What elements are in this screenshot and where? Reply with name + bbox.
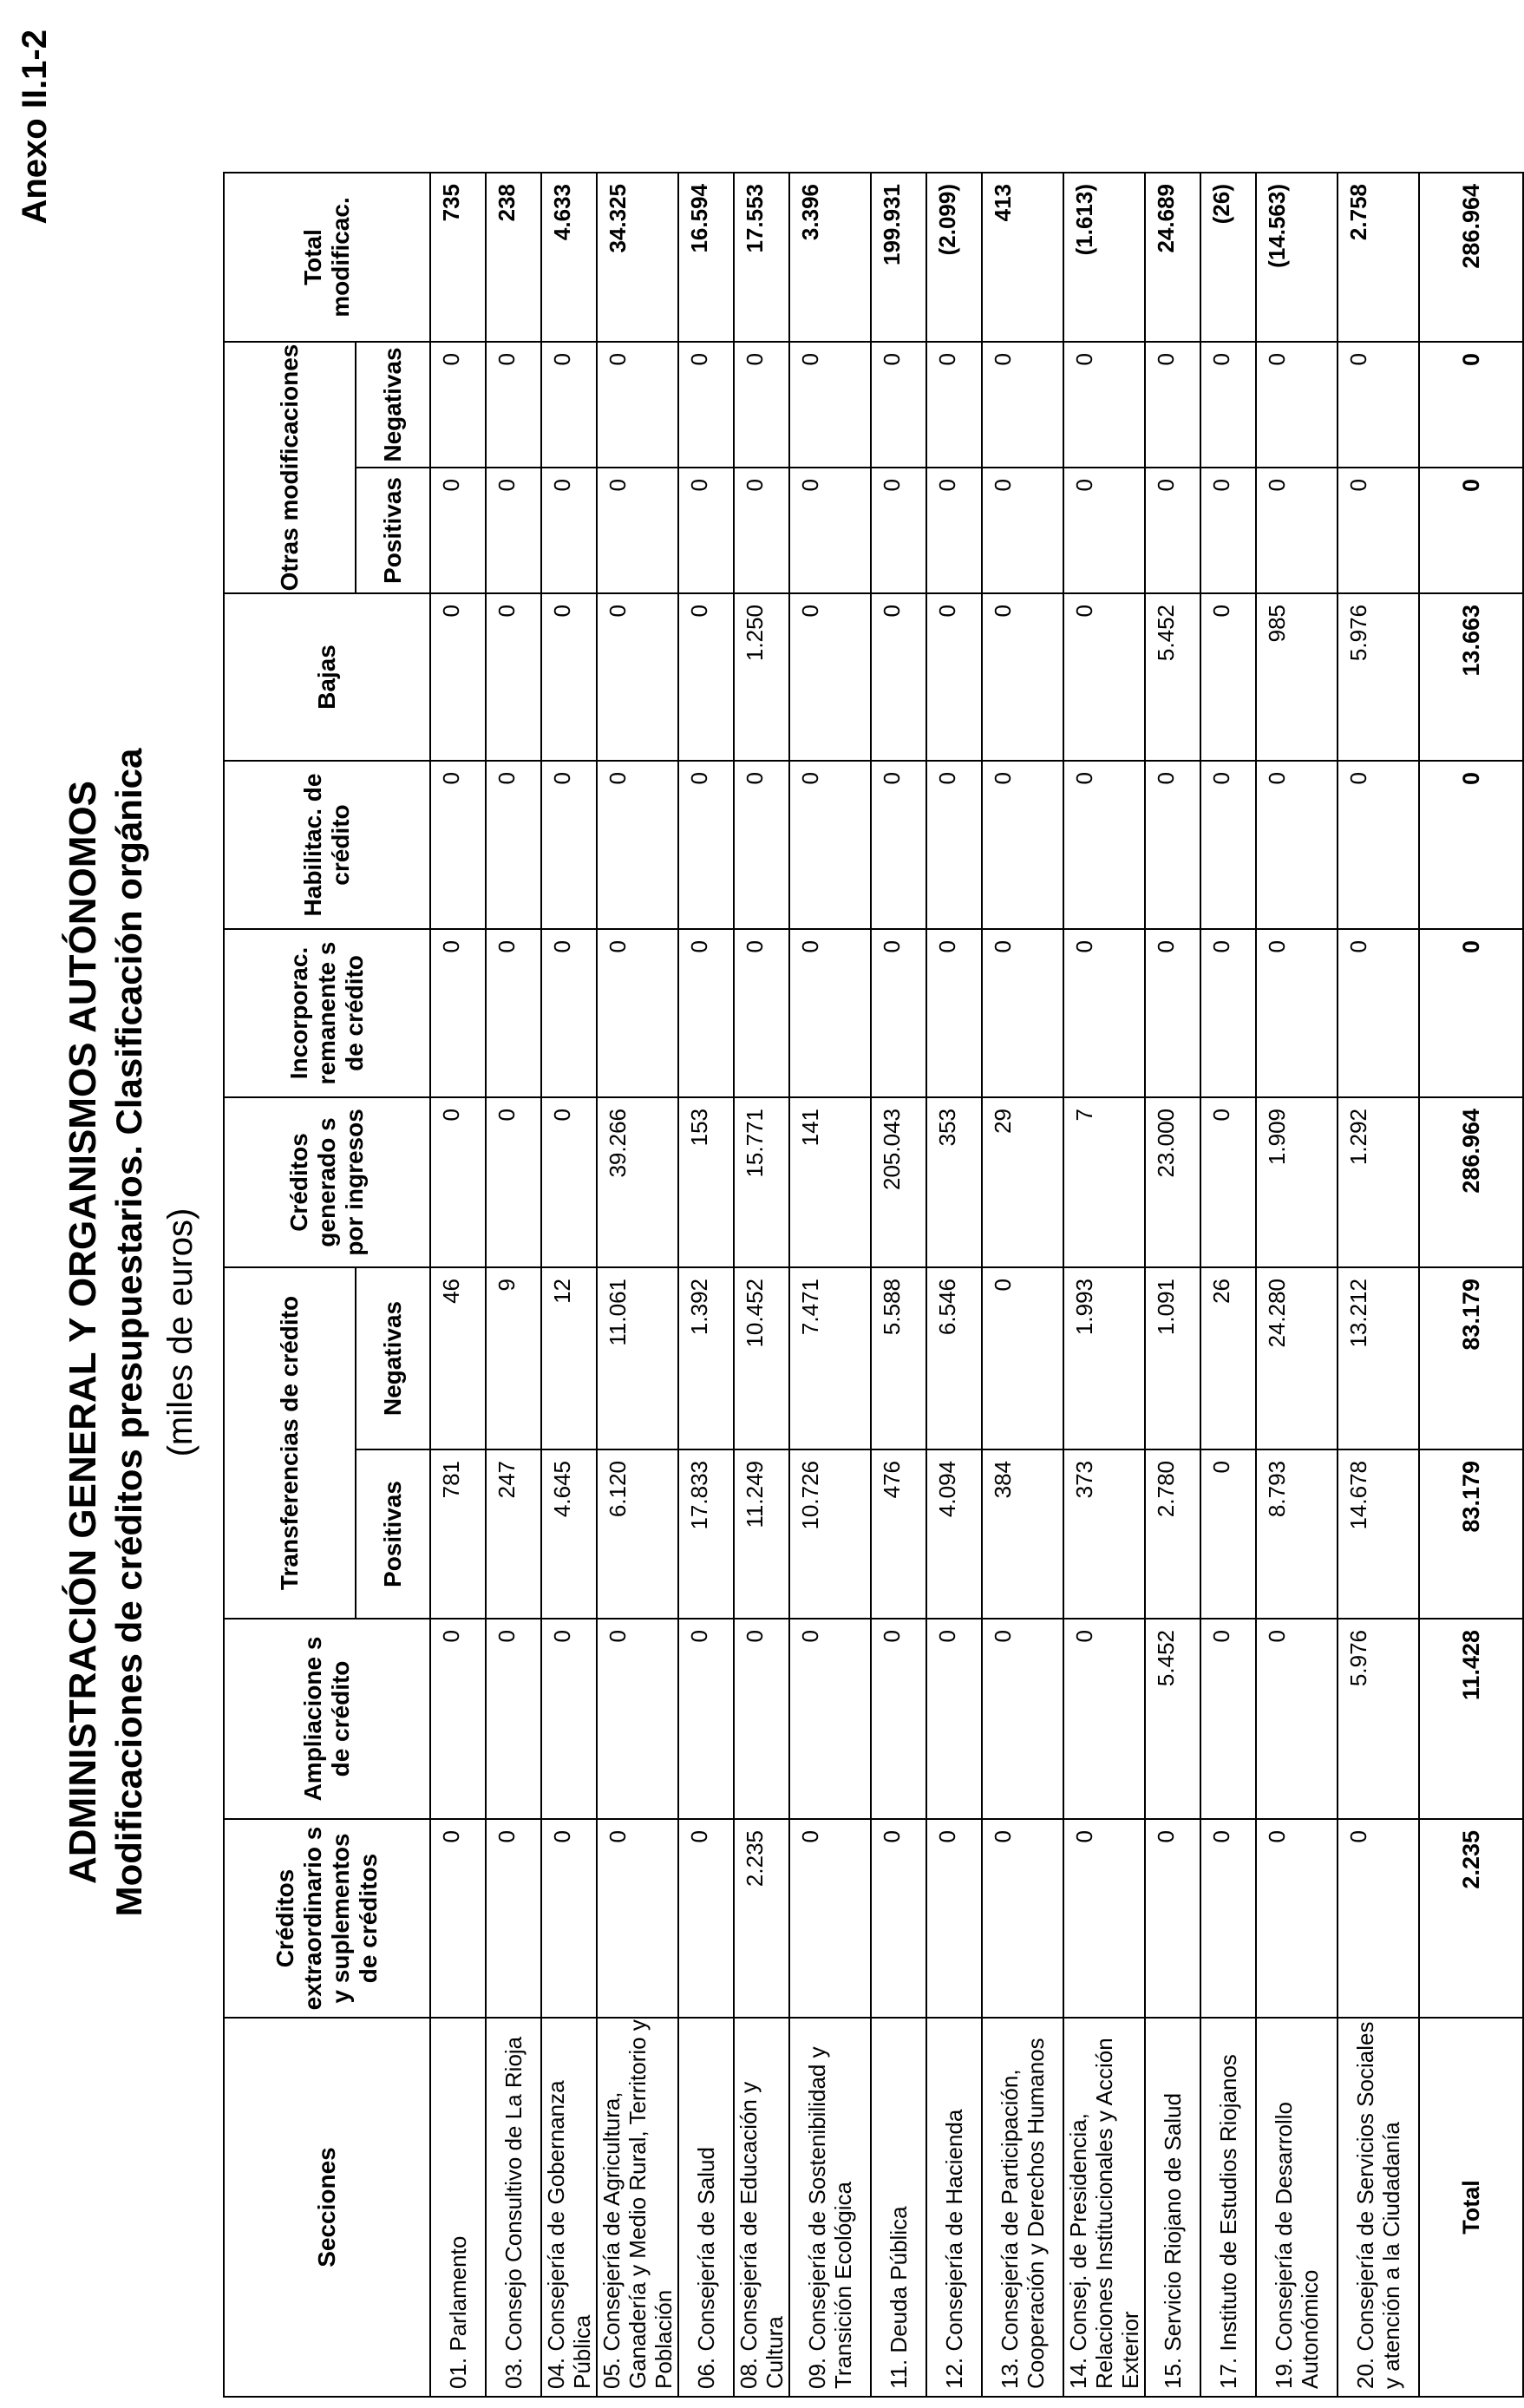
cell-incorporaciones: 0 [1256,929,1338,1097]
header-generados: Créditos generado s por ingresos [224,1097,430,1267]
cell-ampliaciones: 0 [982,1619,1063,1819]
header-total: Total modificac. [224,173,430,342]
cell-otras-pos: 0 [597,468,678,593]
cell-incorporaciones: 0 [1200,929,1256,1097]
cell-otras-pos: 0 [871,468,926,593]
row-seccion: 19. Consejería de Desarrollo Autonómico [1256,2018,1338,2397]
cell-cred-ext: 0 [430,1819,486,2018]
table-row [734,173,789,2397]
cell-bajas: 0 [486,593,541,761]
cell-otras-pos: 0 [734,468,789,593]
total-cell-transf-neg: 83.179 [1419,1267,1523,1449]
cell-bajas: 5.452 [1145,593,1200,761]
total-cell-cred-ext: 2.235 [1419,1819,1523,2018]
cell-transf-pos: 4.645 [541,1449,597,1619]
cell-transf-pos: 384 [982,1449,1063,1619]
cell-transf-neg: 24.280 [1256,1267,1338,1449]
table-row [541,173,597,2397]
cell-cred-ext: 0 [597,1819,678,2018]
header-otras-negativas: Negativas [356,342,430,468]
cell-transf-neg: 26 [1200,1267,1256,1449]
cell-cred-ext: 0 [1200,1819,1256,2018]
cell-generados: 205.043 [871,1097,926,1267]
total-cell-habilitaciones: 0 [1419,761,1523,929]
header-transf-negativas: Negativas [356,1267,430,1449]
total-cell-transf-pos: 83.179 [1419,1449,1523,1619]
cell-generados: 153 [678,1097,734,1267]
cell-transf-neg: 5.588 [871,1267,926,1449]
row-seccion: 09. Consejería de Sostenibilidad y Transición Ecológica [789,2018,871,2397]
modifications-table [223,172,1524,2398]
cell-ampliaciones: 0 [597,1619,678,1819]
cell-generados: 1.292 [1338,1097,1419,1267]
cell-transf-neg: 7.471 [789,1267,871,1449]
cell-ampliaciones: 0 [678,1619,734,1819]
cell-otras-neg: 0 [541,342,597,468]
cell-incorporaciones: 0 [982,929,1063,1097]
cell-generados: 0 [541,1097,597,1267]
cell-transf-pos: 14.678 [1338,1449,1419,1619]
row-seccion: 06. Consejería de Salud [678,2018,734,2397]
cell-generados: 7 [1063,1097,1145,1267]
header-bajas: Bajas [224,593,430,761]
row-seccion: 04. Consejería de Gobernanza Pública [541,2018,597,2397]
cell-otras-neg: 0 [678,342,734,468]
row-seccion: 05. Consejería de Agricultura, Ganadería y Medio Rural, Territorio y Población [597,2018,678,2397]
cell-transf-pos: 247 [486,1449,541,1619]
cell-bajas: 1.250 [734,593,789,761]
cell-generados: 1.909 [1256,1097,1338,1267]
cell-habilitaciones: 0 [678,761,734,929]
cell-otras-neg: 0 [926,342,982,468]
cell-ampliaciones: 0 [871,1619,926,1819]
cell-transf-pos: 2.780 [1145,1449,1200,1619]
cell-transf-pos: 11.249 [734,1449,789,1619]
header-transferencias: Transferencias de crédito [224,1267,356,1619]
cell-bajas: 0 [982,593,1063,761]
cell-ampliaciones: 0 [926,1619,982,1819]
cell-habilitaciones: 0 [541,761,597,929]
table-row [871,173,926,2397]
title-block [61,508,203,2156]
cell-transf-neg: 1.993 [1063,1267,1145,1449]
row-seccion: 01. Parlamento [430,2018,486,2397]
cell-generados: 0 [486,1097,541,1267]
cell-habilitaciones: 0 [871,761,926,929]
cell-otras-pos: 0 [982,468,1063,593]
cell-ampliaciones: 0 [486,1619,541,1819]
header-otras-positivas: Positivas [356,468,430,593]
cell-otras-neg: 0 [1338,342,1419,468]
cell-habilitaciones: 0 [1145,761,1200,929]
page-title: ADMINISTRACIÓN GENERAL Y ORGANISMOS AUTÓNOMOS [62,781,104,1885]
table-row [789,173,871,2397]
cell-otras-neg: 0 [1200,342,1256,468]
cell-cred-ext: 0 [486,1819,541,2018]
table-row [1063,173,1145,2397]
header-ampliaciones: Ampliacione s de crédito [224,1619,430,1819]
cell-ampliaciones: 0 [430,1619,486,1819]
cell-cred-ext: 0 [1338,1819,1419,2018]
cell-transf-pos: 17.833 [678,1449,734,1619]
cell-generados: 23.000 [1145,1097,1200,1267]
cell-otras-neg: 0 [486,342,541,468]
cell-transf-neg: 1.392 [678,1267,734,1449]
cell-cred-ext: 2.235 [734,1819,789,2018]
cell-transf-neg: 1.091 [1145,1267,1200,1449]
cell-otras-pos: 0 [926,468,982,593]
cell-habilitaciones: 0 [734,761,789,929]
row-seccion: 13. Consejería de Participación, Cooperación y Derechos Humanos [982,2018,1063,2397]
cell-bajas: 0 [926,593,982,761]
cell-otras-neg: 0 [1063,342,1145,468]
header-secciones: Secciones [224,2018,430,2397]
cell-habilitaciones: 0 [1256,761,1338,929]
cell-incorporaciones: 0 [486,929,541,1097]
cell-otras-neg: 0 [1145,342,1200,468]
table-row [1145,173,1200,2397]
cell-total: (1.613) [1063,173,1145,342]
header-creditos-extraordinarios: Créditos extraordinario s y suplementos de créditos [224,1819,430,2018]
cell-transf-pos: 4.094 [926,1449,982,1619]
cell-otras-neg: 0 [789,342,871,468]
cell-bajas: 0 [541,593,597,761]
table-row [430,173,486,2397]
cell-generados: 15.771 [734,1097,789,1267]
row-seccion: 20. Consejería de Servicios Sociales y atención a la Ciudadanía [1338,2018,1419,2397]
cell-transf-neg: 13.212 [1338,1267,1419,1449]
cell-cred-ext: 0 [926,1819,982,2018]
units-label: (miles de euros) [161,1207,199,1457]
cell-otras-pos: 0 [1063,468,1145,593]
table-row [1200,173,1256,2397]
cell-cred-ext: 0 [871,1819,926,2018]
cell-total: (26) [1200,173,1256,342]
total-cell-ampliaciones: 11.428 [1419,1619,1523,1819]
cell-transf-neg: 12 [541,1267,597,1449]
cell-transf-pos: 373 [1063,1449,1145,1619]
cell-bajas: 0 [430,593,486,761]
cell-generados: 39.266 [597,1097,678,1267]
cell-bajas: 985 [1256,593,1338,761]
cell-cred-ext: 0 [789,1819,871,2018]
cell-habilitaciones: 0 [1200,761,1256,929]
row-seccion: 03. Consejo Consultivo de La Rioja [486,2018,541,2397]
cell-incorporaciones: 0 [597,929,678,1097]
cell-cred-ext: 0 [678,1819,734,2018]
cell-ampliaciones: 5.976 [1338,1619,1419,1819]
cell-habilitaciones: 0 [926,761,982,929]
row-seccion: 12. Consejería de Hacienda [926,2018,982,2397]
cell-habilitaciones: 0 [597,761,678,929]
total-cell-incorporaciones: 0 [1419,929,1523,1097]
row-seccion: 14. Consej. de Presidencia, Relaciones Institucionales y Acción Exterior [1063,2018,1145,2397]
total-cell-otras-neg: 0 [1419,342,1523,468]
cell-otras-neg: 0 [871,342,926,468]
cell-generados: 353 [926,1097,982,1267]
cell-ampliaciones: 0 [1200,1619,1256,1819]
cell-otras-neg: 0 [982,342,1063,468]
cell-otras-neg: 0 [430,342,486,468]
header-incorporaciones: Incorporac. remanente s de crédito [224,929,430,1097]
table-row [982,173,1063,2397]
cell-generados: 141 [789,1097,871,1267]
cell-incorporaciones: 0 [430,929,486,1097]
cell-incorporaciones: 0 [678,929,734,1097]
cell-bajas: 0 [789,593,871,761]
cell-total: (14.563) [1256,173,1338,342]
row-seccion: 08. Consejería de Educación y Cultura [734,2018,789,2397]
cell-total: 413 [982,173,1063,342]
cell-otras-pos: 0 [1338,468,1419,593]
header-otras-modificaciones: Otras modificaciones [224,342,356,593]
cell-ampliaciones: 0 [734,1619,789,1819]
table-row [1256,173,1338,2397]
total-cell-bajas: 13.663 [1419,593,1523,761]
cell-otras-neg: 0 [1256,342,1338,468]
cell-otras-neg: 0 [597,342,678,468]
cell-total: (2.099) [926,173,982,342]
cell-otras-pos: 0 [430,468,486,593]
cell-total: 735 [430,173,486,342]
cell-total: 24.689 [1145,173,1200,342]
cell-otras-pos: 0 [1256,468,1338,593]
cell-incorporaciones: 0 [1063,929,1145,1097]
cell-ampliaciones: 0 [789,1619,871,1819]
cell-cred-ext: 0 [1145,1819,1200,2018]
cell-bajas: 5.976 [1338,593,1419,761]
cell-cred-ext: 0 [1256,1819,1338,2018]
cell-transf-pos: 476 [871,1449,926,1619]
row-seccion: 17. Instituto de Estudios Riojanos [1200,2018,1256,2397]
cell-total: 2.758 [1338,173,1419,342]
cell-otras-pos: 0 [678,468,734,593]
cell-generados: 0 [1200,1097,1256,1267]
cell-total: 16.594 [678,173,734,342]
cell-incorporaciones: 0 [1338,929,1419,1097]
cell-generados: 29 [982,1097,1063,1267]
table-row [597,173,678,2397]
annex-label: Anexo II.1-2 [16,29,54,225]
cell-total: 3.396 [789,173,871,342]
header-habilitaciones: Habilitac. de crédito [224,761,430,929]
cell-incorporaciones: 0 [926,929,982,1097]
cell-otras-neg: 0 [734,342,789,468]
cell-habilitaciones: 0 [486,761,541,929]
cell-bajas: 0 [1200,593,1256,761]
cell-incorporaciones: 0 [1145,929,1200,1097]
cell-transf-neg: 9 [486,1267,541,1449]
cell-cred-ext: 0 [982,1819,1063,2018]
cell-otras-pos: 0 [486,468,541,593]
cell-otras-pos: 0 [541,468,597,593]
header-transf-positivas: Positivas [356,1449,430,1619]
cell-transf-pos: 781 [430,1449,486,1619]
total-cell-otras-pos: 0 [1419,468,1523,593]
cell-transf-neg: 46 [430,1267,486,1449]
total-cell-generados: 286.964 [1419,1097,1523,1267]
total-row [1419,173,1523,2397]
row-seccion: 11. Deuda Pública [871,2018,926,2397]
cell-transf-neg: 10.452 [734,1267,789,1449]
table-row [678,173,734,2397]
cell-habilitaciones: 0 [982,761,1063,929]
cell-incorporaciones: 0 [789,929,871,1097]
cell-habilitaciones: 0 [430,761,486,929]
cell-total: 238 [486,173,541,342]
cell-ampliaciones: 5.452 [1145,1619,1200,1819]
cell-ampliaciones: 0 [541,1619,597,1819]
cell-total: 34.325 [597,173,678,342]
cell-total: 4.633 [541,173,597,342]
cell-cred-ext: 0 [1063,1819,1145,2018]
cell-habilitaciones: 0 [1338,761,1419,929]
page-subtitle: Modificaciones de créditos presupuestarios. Clasificación orgánica [108,748,149,1917]
row-seccion: 15. Servicio Riojano de Salud [1145,2018,1200,2397]
table-row [486,173,541,2397]
cell-cred-ext: 0 [541,1819,597,2018]
cell-habilitaciones: 0 [789,761,871,929]
cell-transf-pos: 0 [1200,1449,1256,1619]
cell-bajas: 0 [1063,593,1145,761]
cell-transf-neg: 11.061 [597,1267,678,1449]
cell-ampliaciones: 0 [1063,1619,1145,1819]
cell-total: 199.931 [871,173,926,342]
total-label: Total [1419,2018,1523,2397]
cell-otras-pos: 0 [789,468,871,593]
table-body [430,173,1523,2397]
cell-transf-pos: 6.120 [597,1449,678,1619]
cell-generados: 0 [430,1097,486,1267]
cell-transf-pos: 8.793 [1256,1449,1338,1619]
cell-otras-pos: 0 [1200,468,1256,593]
cell-otras-pos: 0 [1145,468,1200,593]
cell-bajas: 0 [871,593,926,761]
table-row [926,173,982,2397]
cell-bajas: 0 [597,593,678,761]
cell-habilitaciones: 0 [1063,761,1145,929]
cell-bajas: 0 [678,593,734,761]
cell-transf-neg: 6.546 [926,1267,982,1449]
cell-incorporaciones: 0 [734,929,789,1097]
cell-incorporaciones: 0 [871,929,926,1097]
cell-incorporaciones: 0 [541,929,597,1097]
table-row [1338,173,1419,2397]
cell-transf-pos: 10.726 [789,1449,871,1619]
total-cell-total: 286.964 [1419,173,1523,342]
cell-ampliaciones: 0 [1256,1619,1338,1819]
cell-transf-neg: 0 [982,1267,1063,1449]
cell-total: 17.553 [734,173,789,342]
